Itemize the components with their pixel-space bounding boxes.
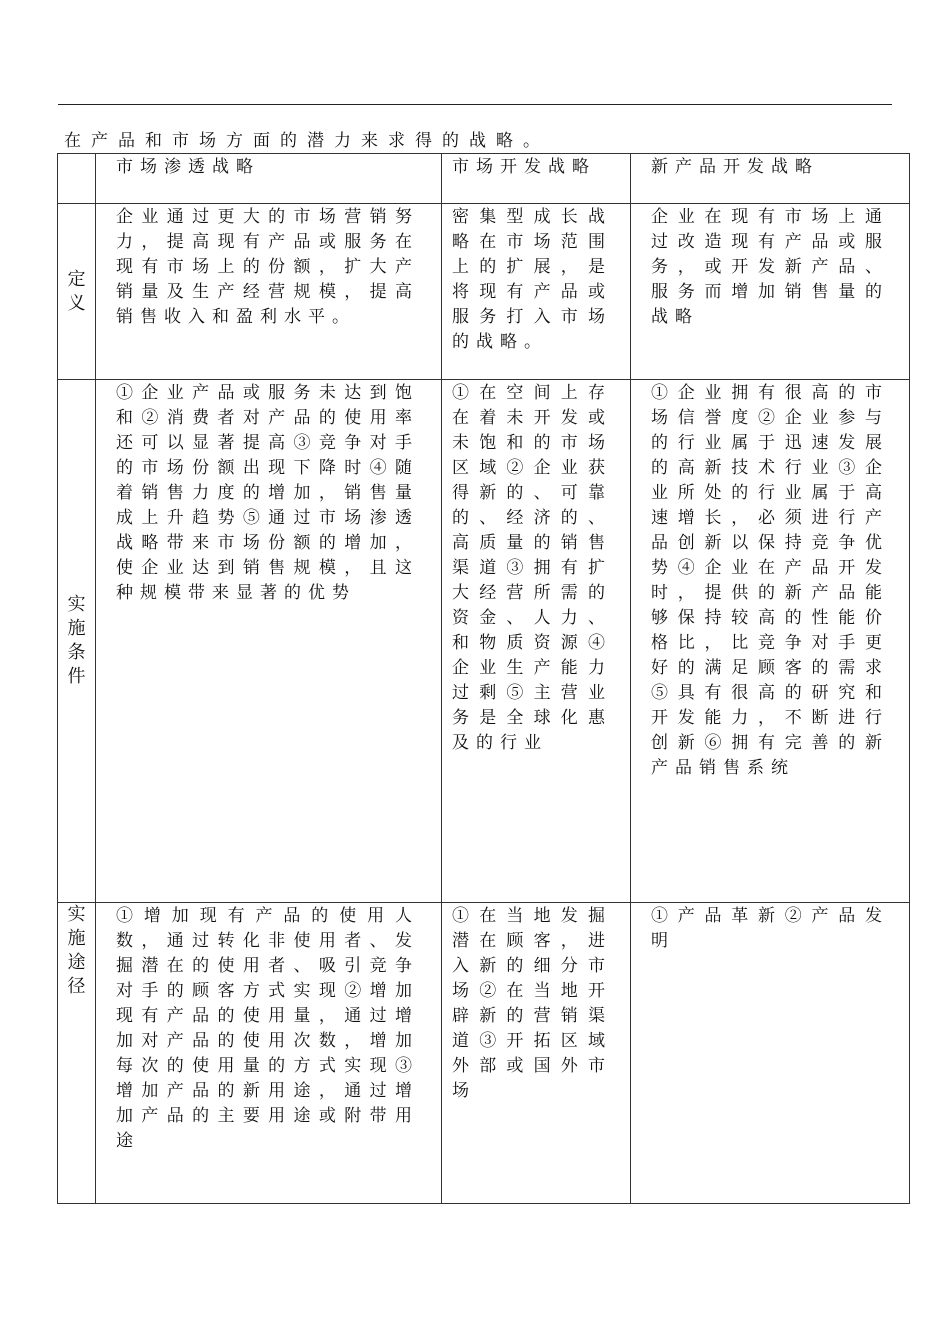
row-definition bbox=[58, 204, 910, 380]
cell-definition-product-development: 企业在现有市场上通过改造现有产品或服务，或开发新产品、服务而增加销售量的战略 bbox=[631, 204, 910, 380]
strategy-table bbox=[57, 153, 910, 1204]
row-label-definition: 定义 bbox=[58, 204, 96, 380]
row-approaches bbox=[58, 903, 910, 1204]
cell-definition-penetration: 企业通过更大的市场营销努力，提高现有产品或服务在现有市场上的份额，扩大产销量及生产经营规模，提高销售收入和盈利水平。 bbox=[96, 204, 442, 380]
row-label-conditions: 实施条件 bbox=[58, 380, 96, 903]
cell-definition-market-development: 密集型成长战略在市场范围上的扩展，是将现有产品或服务打入市场的战略。 bbox=[442, 204, 631, 380]
header-market-development: 市场开发战略 bbox=[442, 154, 631, 204]
row-label-approaches: 实施途径 bbox=[58, 903, 96, 1204]
header-corner-cell bbox=[58, 154, 96, 204]
intro-line: 在产品和市场方面的潜力来求得的战略。 bbox=[64, 131, 550, 151]
header-row bbox=[58, 154, 910, 204]
cell-conditions-product-development: ①企业拥有很高的市场信誉度②企业参与的行业属于迅速发展的高新技术行业③企业所处的行业属于高速增长，必须进行产品创新以保持竞争优势④企业在产品开发时，提供的新产品能够保持较高的性能价格比，比竞争对手更好的满足顾客的需求⑤具有很高的研究和开发能力，不断进行创新⑥拥有完善的新产品销售系统 bbox=[631, 380, 910, 903]
row-conditions bbox=[58, 380, 910, 903]
cell-conditions-market-development: ①在空间上存在着未开发或未饱和的市场区域②企业获得新的、可靠的、经济的、高质量的销售渠道③拥有扩大经营所需的资金、人力、和物质资源④企业生产能力过剩⑤主营业务是全球化惠及的行业 bbox=[442, 380, 631, 903]
header-product-development: 新产品开发战略 bbox=[631, 154, 910, 204]
header-rule bbox=[58, 104, 892, 105]
cell-approaches-market-development: ①在当地发掘潜在顾客，进入新的细分市场②在当地开辟新的营销渠道③开拓区域外部或国外市场 bbox=[442, 903, 631, 1204]
cell-conditions-penetration: ①企业产品或服务未达到饱和②消费者对产品的使用率还可以显著提高③竞争对手的市场份额出现下降时④随着销售力度的增加，销售量成上升趋势⑤通过市场渗透战略带来市场份额的增加，使企业达到销售规模，且这种规模带来显著的优势 bbox=[96, 380, 442, 903]
header-market-penetration: 市场渗透战略 bbox=[96, 154, 442, 204]
cell-approaches-penetration: ①增加现有产品的使用人数，通过转化非使用者、发掘潜在的使用者、吸引竞争对手的顾客方式实现②增加现有产品的使用量，通过增加对产品的使用次数，增加每次的使用量的方式实现③增加产品的新用途，通过增加产品的主要用途或附带用途 bbox=[96, 903, 442, 1204]
cell-approaches-product-development: ①产品革新②产品发明 bbox=[631, 903, 910, 1204]
